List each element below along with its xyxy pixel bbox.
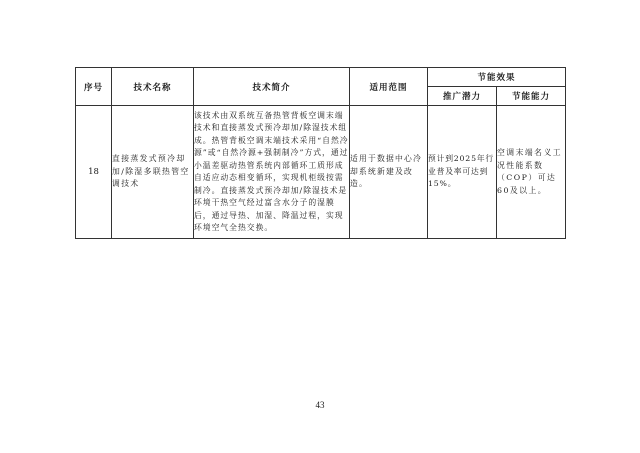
table-row	[76, 106, 566, 239]
header-seq: 序号	[76, 68, 112, 106]
header-tech-intro: 技术简介	[194, 68, 350, 106]
cell-potential: 预计到2025年行业普及率可达到15%。	[428, 106, 497, 239]
header-capacity: 节能能力	[497, 87, 566, 106]
cell-tech-name: 直接蒸发式预冷却加/除湿多联热管空调技术	[112, 106, 194, 239]
header-scope: 适用范围	[350, 68, 428, 106]
header-tech-name: 技术名称	[112, 68, 194, 106]
technology-table	[75, 67, 566, 239]
cell-scope: 适用于数据中心冷却系统新建及改造。	[350, 106, 428, 239]
cell-tech-intro: 该技术由双系统互备热管背板空调末端技术和直接蒸发式预冷却加/除湿技术组成。热管背板空调末端技术采用“自然冷源”或“自然冷源+强制制冷”方式，通过小温差驱动热管系统内部循环工质形成自适应动态相变循环，实现机柜级按需制冷。直接蒸发式预冷却加/除湿技术是环境干热空气经过富含水分子的湿膜后，通过导热、加湿、降温过程，实现环境空气全热交换。	[194, 106, 350, 239]
cell-capacity: 空调末端名义工况性能系数（COP）可达60及以上。	[497, 106, 566, 239]
page-number: 43	[315, 400, 325, 410]
header-energy-effect: 节能效果	[428, 68, 566, 87]
header-potential: 推广潜力	[428, 87, 497, 106]
cell-seq: 18	[76, 106, 112, 239]
